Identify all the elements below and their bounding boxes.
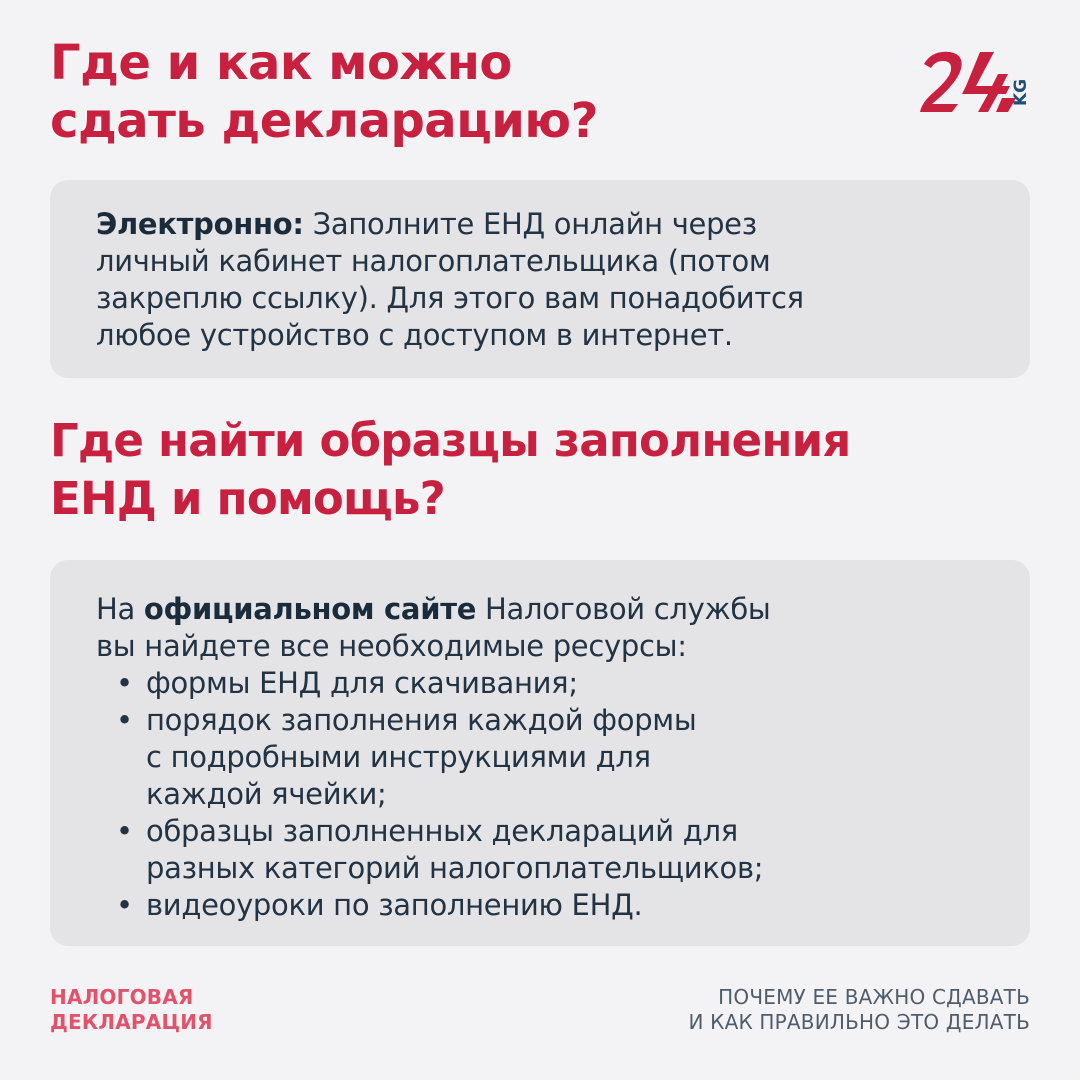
logo-24-mark — [920, 52, 1016, 112]
list-item — [96, 702, 990, 813]
page-title — [50, 34, 598, 150]
resources-intro-prefix: На — [96, 592, 144, 626]
list-item-line: образцы заполненных деклараций для — [146, 814, 738, 848]
electronic-filing-card — [50, 180, 1030, 378]
electronic-filing-line-1-rest: Заполните ЕНД онлайн через — [303, 207, 757, 241]
resources-card — [50, 560, 1030, 946]
footer-left-line-1: НАЛОГОВАЯ — [50, 985, 194, 1009]
list-item — [96, 813, 990, 887]
electronic-filing-line-1 — [96, 206, 990, 243]
footer-right-line-1: ПОЧЕМУ ЕЕ ВАЖНО СДАВАТЬ — [718, 985, 1030, 1009]
logo-24kg — [918, 46, 1036, 118]
logo-24kg-icon — [918, 46, 1036, 118]
electronic-filing-text — [96, 206, 990, 354]
list-item-line: с подробными инструкциями для — [146, 740, 651, 774]
page-title-line-1: Где и как можно — [50, 35, 512, 91]
bullet-icon: • — [116, 814, 133, 848]
list-item-line: порядок заполнения каждой формы — [146, 703, 697, 737]
footer-left-line-2: ДЕКЛАРАЦИЯ — [50, 1010, 213, 1034]
resources-intro-suffix: Налоговой службы — [476, 592, 771, 626]
section-title-line-1: Где найти образцы заполнения — [50, 414, 851, 467]
page-title-line-2: сдать декларацию? — [50, 93, 598, 149]
electronic-filing-line-4: любое устройство с доступом в интернет. — [96, 318, 733, 352]
list-item-line: видеоуроки по заполнению ЕНД. — [146, 888, 643, 922]
footer-topic-label — [50, 985, 213, 1035]
footer-subtitle — [688, 985, 1030, 1035]
resources-text — [96, 591, 990, 924]
bullet-icon: • — [116, 666, 133, 700]
footer-right-line-2: И КАК ПРАВИЛЬНО ЭТО ДЕЛАТЬ — [688, 1010, 1030, 1034]
list-item — [96, 887, 990, 924]
section-title-line-2: ЕНД и помощь? — [50, 472, 445, 525]
electronic-filing-label: Электронно: — [96, 207, 304, 241]
resources-intro-line-2: вы найдете все необходимые ресурсы: — [96, 629, 687, 663]
list-item — [96, 665, 990, 702]
resources-intro-line-1 — [96, 591, 990, 628]
resources-list — [96, 665, 990, 924]
logo-digit-2 — [920, 52, 962, 112]
logo-suffix: KG — [1011, 78, 1031, 106]
section-title-samples — [50, 412, 850, 528]
bullet-icon: • — [116, 703, 133, 737]
list-item-line: формы ЕНД для скачивания; — [146, 666, 578, 700]
official-site-text: официальном сайте — [143, 592, 477, 626]
bullet-icon: • — [116, 888, 133, 922]
electronic-filing-line-3: закреплю ссылку). Для этого вам понадобится — [96, 281, 804, 315]
list-item-line: разных категорий налогоплательщиков; — [146, 851, 764, 885]
list-item-line: каждой ячейки; — [146, 777, 387, 811]
electronic-filing-line-2: личный кабинет налогоплательщика (потом — [96, 244, 771, 278]
